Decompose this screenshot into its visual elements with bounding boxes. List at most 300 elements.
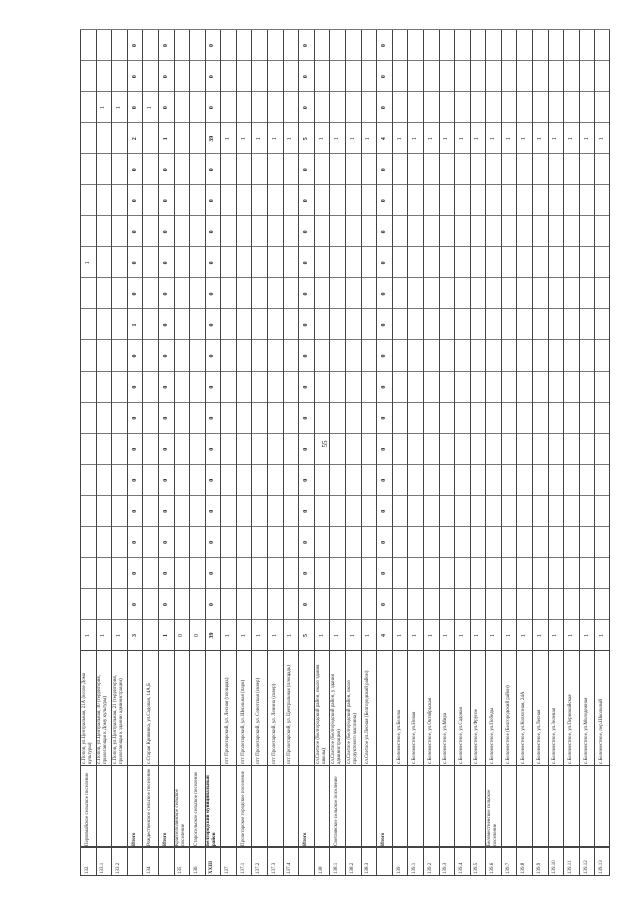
row-value: 3 bbox=[131, 633, 138, 637]
table-row bbox=[127, 30, 143, 876]
row-value bbox=[314, 465, 330, 496]
row-value bbox=[423, 185, 439, 216]
row-value bbox=[361, 558, 377, 589]
row-value bbox=[189, 154, 205, 185]
row-value: 0 bbox=[162, 447, 169, 451]
row-value bbox=[485, 92, 501, 123]
row-value bbox=[485, 61, 501, 92]
row-value bbox=[111, 527, 127, 558]
row-value: 0 bbox=[380, 540, 387, 544]
row-value: 5 bbox=[303, 633, 310, 637]
row-value bbox=[314, 185, 330, 216]
row-value bbox=[314, 434, 330, 465]
row-value: 1 bbox=[474, 633, 481, 637]
row-value bbox=[96, 278, 112, 309]
row-id: 138.3 bbox=[365, 862, 371, 874]
row-value bbox=[236, 30, 252, 61]
row-value bbox=[329, 154, 345, 185]
row-value bbox=[329, 247, 345, 278]
row-value: 0 bbox=[380, 199, 387, 203]
row-value bbox=[532, 341, 548, 372]
row-value bbox=[174, 341, 190, 372]
row-value: 0 bbox=[209, 106, 216, 110]
row-value bbox=[532, 558, 548, 589]
row-group bbox=[548, 766, 564, 848]
row-value bbox=[439, 154, 455, 185]
row-value bbox=[189, 30, 205, 61]
row-value bbox=[345, 154, 361, 185]
row-value bbox=[189, 185, 205, 216]
row-value bbox=[329, 278, 345, 309]
row-value bbox=[454, 30, 470, 61]
row-value bbox=[361, 154, 377, 185]
row-value bbox=[485, 434, 501, 465]
row-value bbox=[485, 372, 501, 403]
row-value bbox=[516, 558, 532, 589]
row-value: 0 bbox=[131, 75, 138, 79]
row-value bbox=[96, 558, 112, 589]
row-value bbox=[579, 92, 595, 123]
row-value: 1 bbox=[599, 633, 606, 637]
row-value bbox=[579, 247, 595, 278]
table-row bbox=[314, 30, 330, 876]
row-value: 1 bbox=[162, 137, 169, 141]
row-value bbox=[111, 465, 127, 496]
row-id: 139.12 bbox=[583, 860, 589, 874]
row-name bbox=[127, 651, 143, 766]
row-id: 137.1 bbox=[240, 862, 246, 874]
table-row bbox=[189, 30, 205, 876]
row-value bbox=[423, 465, 439, 496]
row-value bbox=[548, 465, 564, 496]
row-value bbox=[423, 92, 439, 123]
page-number: 55 bbox=[321, 440, 329, 448]
row-value: 0 bbox=[303, 106, 310, 110]
row-value bbox=[485, 278, 501, 309]
row-name: с.Попов, ул.Центральная, 21А (возле Дома культуры) bbox=[81, 672, 93, 764]
row-value bbox=[470, 434, 486, 465]
row-value bbox=[423, 434, 439, 465]
row-value bbox=[563, 403, 579, 434]
row-value bbox=[236, 309, 252, 340]
row-value bbox=[174, 278, 190, 309]
row-value bbox=[251, 496, 267, 527]
row-value bbox=[423, 589, 439, 620]
row-value: 0 bbox=[131, 199, 138, 203]
row-value: 1 bbox=[318, 633, 325, 637]
row-name: с.Беломестное, ул.Новая bbox=[412, 711, 418, 764]
row-value bbox=[392, 247, 408, 278]
row-id: 139.8 bbox=[521, 862, 527, 874]
row-value bbox=[236, 558, 252, 589]
row-value bbox=[189, 247, 205, 278]
row-value: 1 bbox=[115, 106, 122, 110]
row-group bbox=[96, 766, 112, 848]
row-value bbox=[236, 434, 252, 465]
row-id: 138.1 bbox=[334, 862, 340, 874]
row-value: 39 bbox=[209, 632, 216, 639]
row-value bbox=[594, 30, 610, 61]
row-value: 1 bbox=[474, 137, 481, 141]
row-value bbox=[80, 465, 96, 496]
row-value bbox=[174, 403, 190, 434]
row-value bbox=[579, 341, 595, 372]
row-value bbox=[423, 61, 439, 92]
row-value: 1 bbox=[318, 137, 325, 141]
row-value bbox=[548, 61, 564, 92]
row-value bbox=[407, 216, 423, 247]
row-id: 139 bbox=[396, 866, 402, 874]
table-row bbox=[407, 30, 423, 876]
row-value bbox=[407, 341, 423, 372]
bottom-rule bbox=[80, 846, 610, 847]
row-value: 0 bbox=[303, 540, 310, 544]
row-value bbox=[392, 216, 408, 247]
row-value bbox=[220, 527, 236, 558]
row-id: 139.6 bbox=[490, 862, 496, 874]
row-value bbox=[283, 558, 299, 589]
row-value bbox=[563, 30, 579, 61]
row-value bbox=[329, 309, 345, 340]
row-value bbox=[174, 372, 190, 403]
row-value bbox=[470, 154, 486, 185]
row-value bbox=[314, 372, 330, 403]
row-value bbox=[329, 558, 345, 589]
row-value: 1 bbox=[225, 633, 232, 637]
row-group bbox=[220, 766, 236, 848]
row-value: 0 bbox=[380, 509, 387, 513]
row-value bbox=[80, 496, 96, 527]
row-value: 1 bbox=[240, 137, 247, 141]
row-value bbox=[485, 185, 501, 216]
row-value bbox=[267, 247, 283, 278]
row-value bbox=[423, 496, 439, 527]
row-value bbox=[111, 372, 127, 403]
row-value: 2 bbox=[131, 137, 138, 141]
row-value: 0 bbox=[209, 44, 216, 48]
row-value bbox=[470, 61, 486, 92]
row-value bbox=[454, 558, 470, 589]
row-value bbox=[314, 496, 330, 527]
row-value bbox=[96, 403, 112, 434]
row-value bbox=[516, 247, 532, 278]
row-value bbox=[329, 372, 345, 403]
row-name: с.Беломестное, ул.Молодежная bbox=[583, 697, 589, 764]
row-value bbox=[189, 278, 205, 309]
row-group bbox=[392, 766, 408, 848]
row-value bbox=[314, 403, 330, 434]
row-value: 0 bbox=[162, 106, 169, 110]
row-value bbox=[220, 216, 236, 247]
row-value bbox=[236, 372, 252, 403]
row-value: 0 bbox=[131, 106, 138, 110]
row-id bbox=[298, 848, 314, 876]
row-value bbox=[283, 216, 299, 247]
row-id: 139.11 bbox=[568, 860, 574, 874]
row-value bbox=[454, 61, 470, 92]
row-id: 139.4 bbox=[458, 862, 464, 874]
row-value: 0 bbox=[209, 292, 216, 296]
row-value bbox=[283, 154, 299, 185]
row-value bbox=[563, 465, 579, 496]
row-value: 1 bbox=[396, 137, 403, 141]
row-value bbox=[423, 216, 439, 247]
row-id: 136 bbox=[193, 866, 199, 874]
row-value bbox=[174, 465, 190, 496]
row-value bbox=[454, 403, 470, 434]
row-value: 0 bbox=[303, 509, 310, 513]
row-value bbox=[345, 527, 361, 558]
row-value: 1 bbox=[568, 137, 575, 141]
row-value: 1 bbox=[412, 633, 419, 637]
row-value bbox=[548, 278, 564, 309]
row-value bbox=[563, 309, 579, 340]
row-value bbox=[220, 185, 236, 216]
row-value: 0 bbox=[162, 571, 169, 575]
row-value bbox=[579, 154, 595, 185]
row-value bbox=[454, 154, 470, 185]
row-value bbox=[532, 589, 548, 620]
row-value bbox=[96, 589, 112, 620]
row-value bbox=[594, 434, 610, 465]
row-group: Рождественское сельское поселение bbox=[147, 768, 153, 846]
row-value bbox=[470, 465, 486, 496]
row-value bbox=[563, 216, 579, 247]
row-value bbox=[80, 434, 96, 465]
table-row-rule bbox=[609, 30, 610, 876]
row-group bbox=[470, 766, 486, 848]
row-value bbox=[111, 154, 127, 185]
row-value bbox=[80, 372, 96, 403]
row-value bbox=[283, 372, 299, 403]
row-value: 1 bbox=[583, 137, 590, 141]
row-value: 0 bbox=[303, 602, 310, 606]
row-value bbox=[251, 403, 267, 434]
row-value bbox=[236, 496, 252, 527]
row-value bbox=[532, 30, 548, 61]
row-value bbox=[548, 30, 564, 61]
row-value bbox=[407, 61, 423, 92]
row-value bbox=[267, 309, 283, 340]
row-value: 0 bbox=[209, 168, 216, 172]
row-value: 1 bbox=[427, 633, 434, 637]
row-value bbox=[532, 527, 548, 558]
row-value: 0 bbox=[209, 354, 216, 358]
row-value bbox=[345, 465, 361, 496]
row-value bbox=[423, 154, 439, 185]
row-value: 1 bbox=[458, 633, 465, 637]
row-value bbox=[392, 61, 408, 92]
row-name: с.Беломестное, пер.Школьный bbox=[599, 698, 605, 764]
row-value bbox=[111, 216, 127, 247]
row-value: 0 bbox=[209, 416, 216, 420]
row-value bbox=[594, 61, 610, 92]
row-name: с.Беломестное, ул.Октябрьская bbox=[427, 697, 433, 764]
row-name: с.Беломестное (Белгородский район) bbox=[505, 685, 511, 764]
row-value bbox=[407, 527, 423, 558]
row-value bbox=[392, 341, 408, 372]
row-value bbox=[407, 247, 423, 278]
row-value bbox=[189, 403, 205, 434]
row-value: 0 bbox=[380, 230, 387, 234]
row-value bbox=[501, 527, 517, 558]
row-value bbox=[563, 434, 579, 465]
row-value bbox=[283, 589, 299, 620]
row-value bbox=[236, 92, 252, 123]
row-value: 0 bbox=[380, 44, 387, 48]
row-value bbox=[329, 465, 345, 496]
row-value bbox=[251, 216, 267, 247]
row-value bbox=[516, 278, 532, 309]
row-value bbox=[80, 527, 96, 558]
row-value bbox=[220, 589, 236, 620]
row-value bbox=[267, 372, 283, 403]
row-value bbox=[516, 61, 532, 92]
row-value bbox=[96, 247, 112, 278]
row-value bbox=[548, 341, 564, 372]
row-value bbox=[579, 589, 595, 620]
row-value bbox=[439, 372, 455, 403]
row-value bbox=[563, 372, 579, 403]
row-group bbox=[251, 766, 267, 848]
row-value: 0 bbox=[131, 447, 138, 451]
row-id: 133.1 bbox=[100, 862, 106, 874]
row-value: 1 bbox=[334, 633, 341, 637]
row-value bbox=[251, 30, 267, 61]
row-value bbox=[532, 154, 548, 185]
row-value bbox=[251, 527, 267, 558]
row-value bbox=[485, 309, 501, 340]
row-value bbox=[501, 558, 517, 589]
row-value: 0 bbox=[131, 416, 138, 420]
row-value: 0 bbox=[303, 44, 310, 48]
row-value: 0 bbox=[162, 199, 169, 203]
row-value bbox=[407, 92, 423, 123]
row-value: 0 bbox=[303, 261, 310, 265]
row-name: пгт Пролетарский, ул. Школьная (парк) bbox=[240, 679, 246, 764]
row-value bbox=[189, 123, 205, 154]
row-value bbox=[579, 527, 595, 558]
row-value bbox=[439, 309, 455, 340]
row-value bbox=[407, 309, 423, 340]
row-value: 0 bbox=[131, 540, 138, 544]
row-value: 1 bbox=[240, 633, 247, 637]
row-value bbox=[142, 341, 158, 372]
row-value bbox=[111, 589, 127, 620]
row-value bbox=[501, 589, 517, 620]
row-value bbox=[485, 558, 501, 589]
row-name: с.Беломестное, ул.Первомайская bbox=[568, 694, 574, 764]
row-value bbox=[485, 247, 501, 278]
row-value bbox=[220, 403, 236, 434]
row-value bbox=[439, 341, 455, 372]
row-value bbox=[439, 496, 455, 527]
row-value bbox=[283, 496, 299, 527]
row-value bbox=[236, 527, 252, 558]
row-value bbox=[174, 216, 190, 247]
row-value bbox=[579, 61, 595, 92]
table-row bbox=[579, 30, 595, 876]
row-value bbox=[345, 403, 361, 434]
row-value bbox=[392, 92, 408, 123]
row-value bbox=[361, 185, 377, 216]
row-id: 139.1 bbox=[412, 862, 418, 874]
row-value bbox=[142, 589, 158, 620]
row-value bbox=[470, 216, 486, 247]
row-value bbox=[407, 154, 423, 185]
row-value: 1 bbox=[271, 633, 278, 637]
row-value bbox=[501, 465, 517, 496]
row-value bbox=[361, 465, 377, 496]
row-value bbox=[532, 465, 548, 496]
row-value: 0 bbox=[162, 354, 169, 358]
row-name: пгт Пролетарский, ул. Советская (сквер) bbox=[256, 677, 262, 764]
row-value bbox=[532, 247, 548, 278]
row-value bbox=[189, 61, 205, 92]
row-value bbox=[345, 185, 361, 216]
row-value bbox=[454, 434, 470, 465]
row-value bbox=[345, 558, 361, 589]
row-value: 0 bbox=[380, 292, 387, 296]
row-value: 0 bbox=[380, 261, 387, 265]
row-value: 1 bbox=[536, 633, 543, 637]
row-value bbox=[407, 30, 423, 61]
row-value bbox=[407, 496, 423, 527]
row-value: 1 bbox=[84, 633, 91, 637]
row-value bbox=[485, 589, 501, 620]
row-value: 1 bbox=[365, 633, 372, 637]
row-value bbox=[579, 372, 595, 403]
row-group bbox=[532, 766, 548, 848]
row-value: 0 bbox=[209, 447, 216, 451]
row-value bbox=[142, 558, 158, 589]
row-value bbox=[579, 496, 595, 527]
row-value bbox=[96, 30, 112, 61]
row-value bbox=[563, 185, 579, 216]
row-value bbox=[407, 372, 423, 403]
row-value bbox=[501, 341, 517, 372]
row-value bbox=[470, 30, 486, 61]
row-value bbox=[142, 30, 158, 61]
table-row bbox=[298, 30, 314, 876]
row-id: 135 bbox=[178, 866, 184, 874]
row-value bbox=[236, 278, 252, 309]
row-value bbox=[501, 372, 517, 403]
row-value bbox=[454, 92, 470, 123]
row-value bbox=[236, 403, 252, 434]
row-value bbox=[470, 92, 486, 123]
row-value bbox=[329, 216, 345, 247]
row-value bbox=[142, 434, 158, 465]
row-value bbox=[142, 185, 158, 216]
row-value bbox=[96, 216, 112, 247]
row-value: 5 bbox=[303, 137, 310, 141]
row-value bbox=[485, 154, 501, 185]
table-row bbox=[454, 30, 470, 876]
row-value: 1 bbox=[349, 137, 356, 141]
row-value bbox=[516, 527, 532, 558]
row-value: 0 bbox=[131, 354, 138, 358]
row-value bbox=[594, 341, 610, 372]
row-id: 139.7 bbox=[505, 862, 511, 874]
row-value bbox=[142, 154, 158, 185]
row-value bbox=[548, 558, 564, 589]
row-value bbox=[174, 185, 190, 216]
row-value bbox=[454, 527, 470, 558]
row-name: пгт Пролетарский, ул. Центральная (площадь) bbox=[287, 665, 293, 764]
row-id: 137.2 bbox=[256, 862, 262, 874]
row-value bbox=[174, 154, 190, 185]
